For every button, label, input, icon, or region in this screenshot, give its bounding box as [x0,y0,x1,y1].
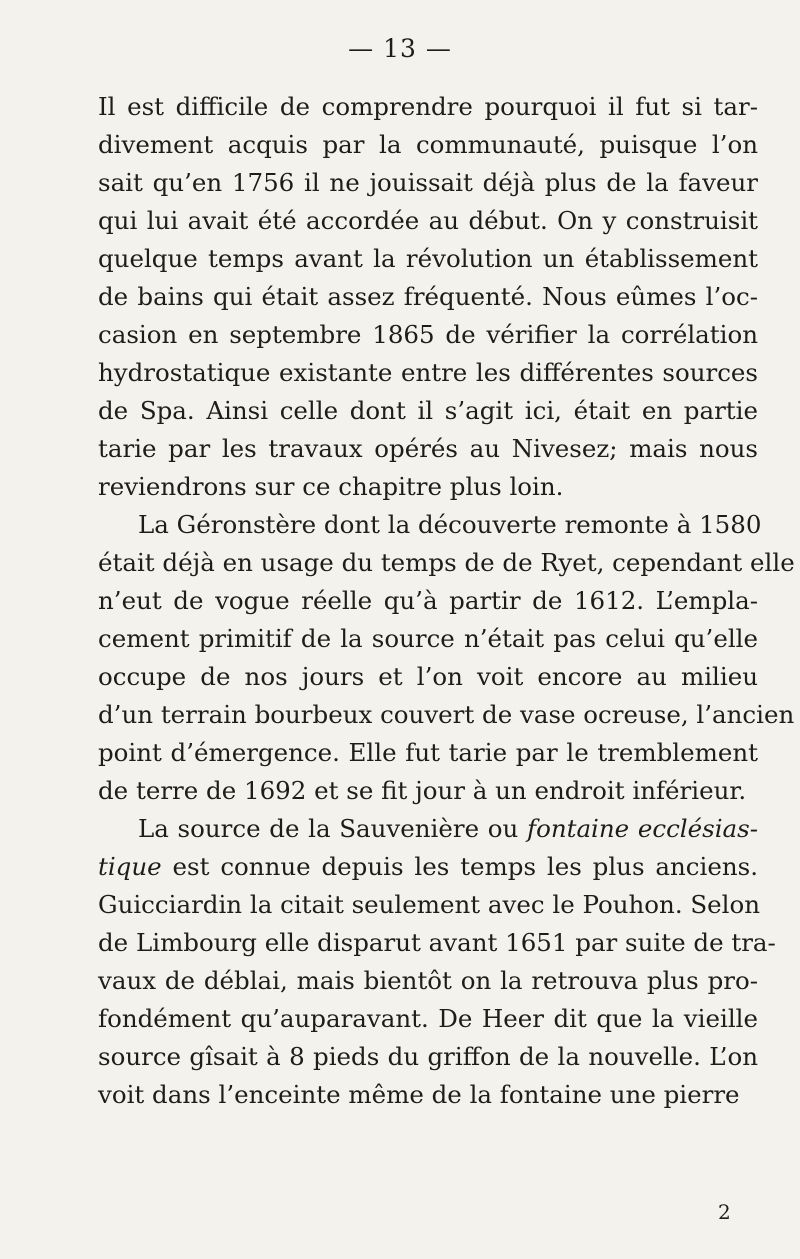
text-line: voit dans l’enceinte même de la fontaine une pierre [98,1080,740,1109]
text-line: tarie par les travaux opérés au Nivesez; mais nous [98,434,758,463]
text-line: sait qu’en 1756 il ne jouissait déjà plus de la faveur [98,168,758,197]
text-line: Il est difficile de comprendre pourquoi il fut si tar- [98,92,758,121]
text-line: hydrostatique existante entre les différentes sources [98,358,758,387]
text-line: source gîsait à 8 pieds du griffon de la nouvelle. L’on [98,1042,758,1071]
page-number: — 13 — [348,34,452,63]
text-line: cement primitif de la source n’était pas celui qu’elle [98,624,758,653]
text-line: casion en septembre 1865 de vérifier la corrélation [98,320,758,349]
text-line: occupe de nos jours et l’on voit encore au milieu [98,662,758,691]
text-segment: est connue depuis les temps les plus anciens. [172,852,758,881]
text-line: était déjà en usage du temps de de Ryet, cependant elle [98,548,795,577]
text-line: de Limbourg elle disparut avant 1651 par suite de tra- [98,928,776,957]
signature-mark: 2 [718,1200,731,1224]
text-line: Guicciardin la citait seulement avec le Pouhon. Selon [98,890,761,919]
text-line: reviendrons sur ce chapitre plus loin. [98,472,564,501]
text-line: qui lui avait été accordée au début. On y construisit [98,206,758,235]
text-line: divement acquis par la communauté, puisque l’on [98,130,758,159]
text-line [98,850,758,884]
italic-term: fontaine ecclésias- [527,814,758,843]
text-line: quelque temps avant la révolution un établissement [98,244,758,273]
text-line: n’eut de vogue réelle qu’à partir de 1612. L’empla- [98,586,758,615]
text-line: de Spa. Ainsi celle dont il s’agit ici, était en partie [98,396,758,425]
text-segment: La source de la Sauvenière ou [138,814,519,843]
text-line: d’un terrain bourbeux couvert de vase ocreuse, l’ancien [98,700,795,729]
text-line [138,812,758,846]
italic-term: tique [98,852,162,881]
text-line: de bains qui était assez fréquenté. Nous eûmes l’oc- [98,282,758,311]
text-line: de terre de 1692 et se fit jour à un endroit inférieur. [98,776,747,805]
text-line: point d’émergence. Elle fut tarie par le tremblement [98,738,758,767]
text-line: La Géronstère dont la découverte remonte à 1580 [138,510,762,539]
text-line: fondément qu’auparavant. De Heer dit que la vieille [98,1004,758,1033]
text-line: vaux de déblai, mais bientôt on la retrouva plus pro- [98,966,758,995]
